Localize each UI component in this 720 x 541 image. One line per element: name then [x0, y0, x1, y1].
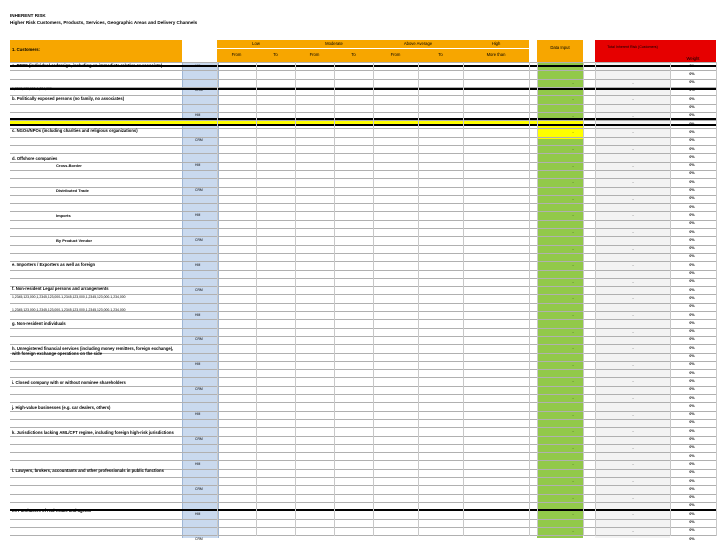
weight-cell: 0% — [689, 528, 695, 533]
total-cell: - — [632, 179, 634, 185]
table-row — [10, 104, 716, 105]
table-row — [10, 187, 716, 188]
row-label-non-resident-individuals: g. Non-resident individuals — [12, 321, 66, 326]
table-row — [10, 178, 716, 179]
table-row — [10, 319, 716, 320]
table-row — [10, 377, 716, 378]
data-input-cell[interactable]: - — [572, 478, 574, 483]
group-high: High — [491, 41, 501, 46]
table-row — [10, 220, 716, 221]
table-row — [10, 477, 716, 478]
table-row — [10, 70, 716, 71]
risk-code-cell: CRM — [195, 437, 203, 441]
row-label-high-value-business: j. High-value businesses (e.g. car dealers, others) — [12, 405, 111, 410]
data-input-cell[interactable]: - — [572, 129, 574, 135]
data-input-cell[interactable]: - — [572, 146, 574, 151]
table-row — [10, 411, 716, 412]
total-cell: - — [632, 461, 634, 467]
data-input-cell[interactable]: - — [572, 112, 574, 118]
row-divider — [10, 121, 716, 126]
table-row — [10, 494, 716, 495]
weight-cell: 0% — [689, 503, 695, 508]
total-cell: - — [632, 395, 634, 400]
risk-code-cell: CRM — [195, 337, 203, 342]
total-cell: - — [632, 129, 634, 135]
data-input-cell[interactable]: - — [572, 511, 574, 517]
row-label-closed-company: i. Closed company with or without nominee shareholders — [12, 380, 126, 385]
total-cell: - — [632, 312, 634, 317]
subcol-more-than: More than — [486, 52, 506, 57]
data-input-cell[interactable]: - — [572, 428, 574, 434]
table-row — [10, 303, 716, 304]
table-row — [10, 394, 716, 395]
table-row — [10, 485, 716, 486]
risk-code-cell: HM — [195, 461, 201, 466]
column-divider — [256, 62, 257, 536]
weight-cell: 0% — [689, 461, 695, 466]
row-label-importers: e. Importers / Exporters as well as foreign — [12, 262, 96, 267]
table-row — [10, 286, 716, 287]
table-row — [10, 79, 716, 80]
table-row — [10, 261, 716, 262]
table-row — [10, 519, 716, 520]
total-cell: - — [632, 212, 634, 218]
row-label-jurisdictions: k. Jurisdictions lacking AML/CFT regime, including foreign high-risk jurisdictions — [12, 430, 174, 435]
data-input-cell[interactable]: - — [572, 245, 574, 251]
column-divider — [716, 62, 717, 536]
weight-cell: 0% — [689, 188, 695, 192]
row-label-real-estate: m. Purchasers of real estate and agents — [12, 508, 92, 513]
weight-cell: 0% — [689, 370, 695, 375]
table-row — [10, 419, 716, 420]
table-row — [10, 502, 716, 503]
weight-cell: 0% — [689, 420, 695, 425]
weight-cell: 0% — [689, 179, 695, 184]
row-label-lawyers: l. Lawyers, brokers, accountants and other professionals in public functions — [12, 468, 164, 473]
column-divider — [463, 62, 464, 536]
column-divider — [529, 62, 530, 536]
title-line-1: INHERENT RISK — [10, 13, 46, 18]
row-divider — [10, 509, 716, 511]
subcol-from-3: From — [390, 52, 401, 57]
weight-cell: 0% — [689, 304, 695, 309]
table-row — [10, 211, 716, 212]
weight-label: Weight — [686, 56, 700, 61]
risk-code-cell: CRM — [195, 287, 203, 292]
row-sub-product-vendor: By Product Vendor — [56, 238, 93, 243]
total-cell: - — [632, 112, 634, 118]
weight-cell: 0% — [689, 412, 695, 417]
total-cell: - — [632, 527, 634, 533]
data-input-cell[interactable]: - — [572, 162, 574, 168]
table-row — [10, 444, 716, 445]
weight-cell: 0% — [689, 437, 695, 441]
total-cell: - — [632, 79, 634, 85]
weight-cell: 0% — [689, 221, 695, 226]
row-code-non-resident-1: 1,2345,123,000,1,2345,123,000-1,2345,123,000,1,2345,123,000-1,234,000 — [12, 295, 126, 299]
risk-code-cell: HM — [195, 262, 201, 267]
title-line-2: Higher Risk Customers, Products, Services, Geographic Areas and Delivery Channels — [10, 20, 198, 25]
row-label-non-resident-legal: f. Non-resident Legal persons and arrangements — [12, 286, 109, 291]
weight-cell: 0% — [689, 80, 695, 85]
weight-cell: 0% — [689, 71, 695, 76]
weight-cell: 0% — [689, 138, 695, 143]
weight-cell: 0% — [689, 96, 695, 101]
weight-cell: 0% — [689, 337, 695, 342]
total-cell: - — [632, 378, 634, 384]
table-row — [10, 460, 716, 461]
weight-cell: 0% — [689, 378, 695, 383]
risk-code-cell: CRM — [195, 188, 203, 192]
total-cell: - — [632, 511, 634, 517]
total-cell: - — [632, 428, 634, 434]
total-cell: - — [632, 411, 634, 417]
weight-cell: 0% — [689, 470, 695, 475]
column-divider — [595, 62, 596, 536]
weight-cell: 0% — [689, 154, 695, 159]
subcol-to-1: To — [273, 52, 278, 57]
weight-cell: 0% — [689, 312, 695, 317]
total-cell: - — [632, 494, 634, 500]
table-row — [10, 535, 716, 536]
total-cell: - — [632, 345, 634, 351]
risk-code-cell: HM — [195, 163, 201, 168]
risk-code-cell: HM — [195, 113, 201, 118]
risk-code-cell: HM — [195, 312, 201, 317]
weight-cell: 0% — [689, 478, 695, 483]
table-row — [10, 137, 716, 138]
risk-code-cell: CRM — [195, 237, 203, 242]
weight-cell: 0% — [689, 212, 695, 217]
weight-cell: 0% — [689, 88, 695, 93]
total-cell: - — [632, 295, 634, 301]
table-row — [10, 170, 716, 171]
risk-code-cell: CRM — [195, 536, 203, 541]
weight-cell: 0% — [689, 403, 695, 408]
weight-cell: 0% — [689, 362, 695, 367]
data-input-cell[interactable]: - — [572, 444, 574, 450]
table-row — [10, 153, 716, 154]
weight-cell: 0% — [689, 246, 695, 251]
data-input-cell[interactable]: - — [572, 461, 574, 467]
total-cell: - — [632, 63, 634, 68]
table-row — [10, 245, 716, 246]
weight-cell: 0% — [689, 105, 695, 109]
table-row — [10, 253, 716, 254]
weight-cell: 0% — [689, 536, 695, 541]
row-label-offshore: d. Offshore companies — [12, 156, 58, 161]
table-row — [10, 361, 716, 362]
weight-cell: 0% — [689, 395, 695, 400]
table-row — [10, 145, 716, 146]
row-label-peps: a. PEPS (individual or foreign, including an immediate relative or associate) — [12, 63, 163, 68]
table-row — [10, 120, 716, 121]
risk-code-column — [182, 62, 219, 538]
risk-code-cell: HM — [195, 412, 201, 417]
group-low: Low — [252, 41, 260, 46]
weight-cell: 0% — [689, 387, 695, 392]
risk-code-cell: HM — [195, 212, 201, 217]
report-title — [10, 12, 197, 26]
weight-cell: 0% — [689, 196, 695, 201]
data-input-cell[interactable]: - — [572, 345, 574, 351]
table-row — [10, 452, 716, 453]
table-row — [10, 203, 716, 204]
table-row — [10, 270, 716, 271]
table-row — [10, 386, 716, 387]
risk-code-cell: CRM — [195, 88, 203, 93]
total-cell: - — [632, 162, 634, 168]
row-label-politically-exposed: b. Politically exposed persons (no family, no associates) — [12, 96, 125, 101]
group-moderate: Moderate — [325, 41, 343, 46]
table-row — [10, 436, 716, 437]
total-cell: - — [632, 146, 634, 151]
risk-code-cell: CRM — [195, 387, 203, 392]
total-cell: - — [632, 195, 634, 201]
row-label-ngos: c. NGOs/NPOs (including charities and religious organizations) — [12, 128, 138, 133]
row-code-non-resident-2: 1,2345,123,000,1,2345,123,000-1,2345,123,000,1,2345,123,000-1,234,000 — [12, 308, 126, 312]
risk-code-cell: CRM — [195, 138, 203, 143]
weight-cell: 0% — [689, 428, 695, 433]
subcol-from-1: From — [231, 52, 242, 57]
total-risk-header — [595, 40, 670, 62]
table-row — [10, 228, 716, 229]
data-input-cell[interactable]: - — [572, 195, 574, 201]
weight-cell: 0% — [689, 354, 695, 358]
row-sub-cross-border: Cross-Border — [56, 163, 82, 168]
risk-code-cell: HM — [195, 362, 201, 367]
data-input-label: Data Input — [550, 45, 570, 50]
table-row — [10, 112, 716, 113]
total-risk-label: Total Inherent Risk (Customers) — [607, 45, 658, 49]
subcol-to-3: To — [438, 52, 443, 57]
data-input-cell[interactable]: - — [572, 395, 574, 400]
weight-cell: 0% — [689, 121, 695, 126]
weight-cell: 0% — [689, 295, 695, 300]
weight-cell: 0% — [689, 287, 695, 292]
subcol-to-2: To — [351, 52, 356, 57]
column-divider — [295, 62, 296, 536]
weight-cell: 0% — [689, 453, 695, 458]
weight-cell: 0% — [689, 113, 695, 118]
weight-cell: 0% — [689, 63, 695, 68]
weight-cell: 0% — [689, 495, 695, 500]
weight-cell: 0% — [689, 146, 695, 151]
data-input-cell[interactable]: - — [572, 295, 574, 301]
risk-code-cell: HM — [195, 63, 201, 68]
data-input-cell[interactable]: - — [572, 79, 574, 85]
table-row — [10, 278, 716, 279]
weight-cell: 0% — [689, 345, 695, 350]
column-divider — [418, 62, 419, 536]
table-row — [10, 195, 716, 196]
column-divider — [583, 62, 584, 536]
row-sub-imports: Imports — [56, 213, 71, 218]
risk-code-cell: CRM — [195, 486, 203, 491]
column-divider — [537, 62, 538, 536]
group-above-average: Above Average — [403, 41, 433, 46]
weight-cell: 0% — [689, 320, 695, 325]
row-sub-distributed-trade: Distributed Trade — [56, 188, 89, 193]
data-input-cell[interactable]: - — [572, 494, 574, 500]
data-input-cell[interactable]: - — [572, 63, 574, 68]
total-cell: - — [632, 328, 634, 334]
table-row — [10, 427, 716, 428]
row-code-peps: 1,2345,123,000-1,234,000 — [12, 87, 52, 91]
weight-cell: 0% — [689, 329, 695, 334]
weight-cell: 0% — [689, 279, 695, 284]
column-divider — [670, 62, 671, 536]
weight-cell: 0% — [689, 171, 695, 176]
weight-cell: 0% — [689, 237, 695, 242]
weight-cell: 0% — [689, 254, 695, 259]
table-row — [10, 527, 716, 528]
weight-cell: 0% — [689, 271, 695, 275]
data-input-cell[interactable]: - — [572, 378, 574, 384]
data-input-cell[interactable]: - — [572, 328, 574, 334]
table-row — [10, 402, 716, 403]
weight-cell: 0% — [689, 163, 695, 168]
total-cell: - — [632, 278, 634, 284]
total-cell: - — [632, 444, 634, 450]
weight-cell: 0% — [689, 129, 695, 134]
subcol-from-2: From — [309, 52, 320, 57]
table-row — [10, 336, 716, 337]
weight-cell: 0% — [689, 486, 695, 491]
data-input-cell[interactable]: - — [572, 262, 574, 268]
data-input-cell[interactable]: - — [572, 527, 574, 533]
weight-cell: 0% — [689, 445, 695, 450]
data-input-cell[interactable]: - — [572, 229, 574, 234]
weight-cell: 0% — [689, 262, 695, 267]
data-input-cell[interactable]: - — [572, 361, 574, 367]
weight-cell: 0% — [689, 229, 695, 234]
weight-cell: 0% — [689, 511, 695, 516]
data-input-cell[interactable]: - — [572, 179, 574, 185]
risk-code-cell: HM — [195, 511, 201, 516]
total-cell: - — [632, 96, 634, 102]
data-input-cell[interactable]: - — [572, 96, 574, 102]
section-label: 1. Customers: — [12, 47, 40, 52]
data-input-cell[interactable]: - — [572, 312, 574, 317]
table-row — [10, 162, 716, 163]
table-row — [10, 236, 716, 237]
column-divider — [334, 62, 335, 536]
total-cell: - — [632, 262, 634, 268]
total-cell: - — [632, 361, 634, 367]
weight-cell: 0% — [689, 204, 695, 209]
weight-cell: 0% — [689, 520, 695, 524]
row-label-unregistered-fin: h. Unregistered financial services (including money remitters, foreign exchange), with foreign exchange operations on the side — [12, 346, 174, 356]
table-row — [10, 369, 716, 370]
table-row — [10, 328, 716, 329]
row-divider — [10, 118, 716, 120]
total-cell: - — [632, 245, 634, 251]
column-divider — [217, 62, 218, 536]
data-input-cell[interactable]: - — [572, 411, 574, 417]
data-input-cell[interactable]: - — [572, 278, 574, 284]
total-cell: - — [632, 478, 634, 483]
column-divider — [373, 62, 374, 536]
data-input-cell[interactable]: - — [572, 212, 574, 218]
total-cell: - — [632, 229, 634, 234]
